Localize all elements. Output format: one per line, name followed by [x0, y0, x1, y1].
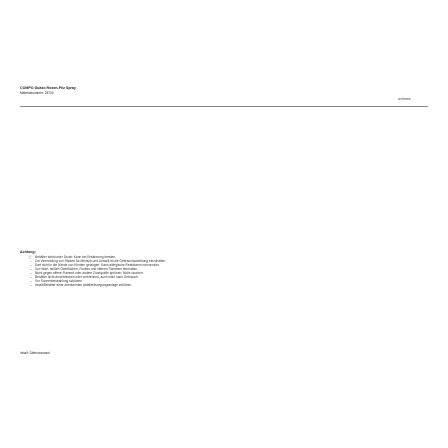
product-title: COMPO Duaxo Rosen-Pilz Spray [20, 86, 76, 90]
dash-icon: – [30, 279, 32, 283]
product-header [20, 86, 76, 95]
warning-text: Zur Vermeidung von Risiken für Mensch und Umwelt ist die Gebrauchsanleitung einzuhalten. [35, 259, 167, 263]
warning-text: Vor Hitze, heißen Oberflächen, Funken und offenen Flammen fernhalten. [35, 267, 138, 271]
warning-text: Vor Sonnenbestrahlung schützen. [35, 279, 83, 283]
hazard-pictogram-icon: ❗ [28, 255, 32, 259]
warning-text: Darf nicht in die Hände von Kindern gelangen. Kann allergische Reaktionen hervorrufen. [35, 263, 160, 267]
dash-icon: – [30, 283, 32, 287]
material-number: Materialnummer: 28700 [20, 91, 54, 95]
header-divider [20, 106, 428, 107]
contents-line: Inhalt: Difenoconazol [20, 351, 50, 355]
warning-text: Nicht gegen offene Flamme oder andere Zündquelle sprühen. Nicht rauchen. [35, 271, 144, 275]
warning-text: Behälter nicht durchstechen oder verbrennen, auch nicht nach Gebrauch. [35, 275, 139, 279]
dash-icon: – [30, 259, 32, 263]
dash-icon: – [30, 267, 32, 271]
warnings-heading: Achtung: [20, 250, 36, 254]
brand-logo: unbrea [398, 96, 411, 101]
warning-item [20, 283, 166, 287]
warning-text: Behälter steht unter Druck: Kann bei Erwärmung bersten. [35, 255, 116, 259]
warnings-section [20, 250, 166, 287]
dash-icon: – [30, 271, 32, 275]
dash-icon: – [30, 263, 32, 267]
warning-text: Inhalt/Behälter einer anerkannten Abfallentsorgungsanlage zuführen. [35, 283, 133, 287]
dash-icon: – [30, 275, 32, 279]
